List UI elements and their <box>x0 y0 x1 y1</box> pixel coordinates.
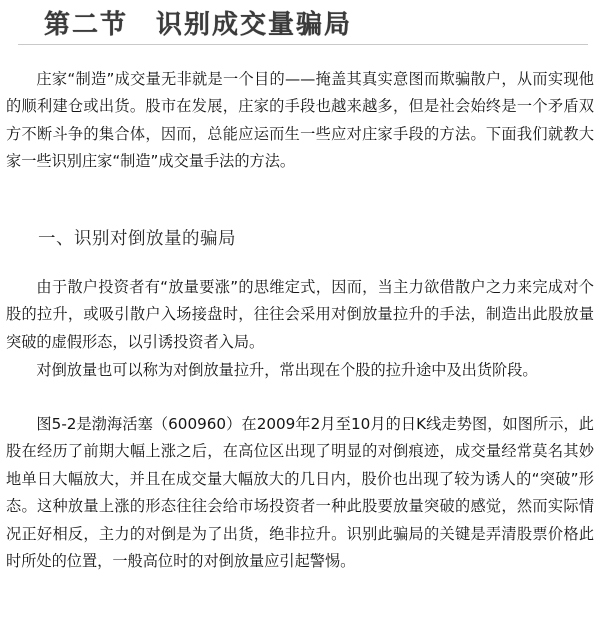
body-paragraph-example: 图5-2是渤海活塞（600960）在2009年2月至10月的日K线走势图，如图所示，此股在经历了前期大幅上涨之后，在高位区出现了明显的对倒痕迹，成交量经常莫名其妙地单日大幅放大，并且在成交量大幅放大的几日内，股价也出现了较为诱人的“突破”形态。这种放量上涨的形态往往会给市场投资者一种此股要放量突破的感觉，然而实际情况正好相反，主力的对倒是为了出货，绝非拉升。识别此骗局的关键是弄清股票价格此时所处的位置，一般高位时的对倒放量应引起警惕。 <box>6 415 594 571</box>
intro-paragraph: 庄家“制造”成交量无非就是一个目的——掩盖其真实意图而欺骗散户，从而实现他的顺利建仓或出货。股市在发展，庄家的手段也越来越多，但是社会始终是一个矛盾双方不断斗争的集合体，因而，总能应运而生一些应对庄家手段的方法。下面我们就教大家一些识别庄家“制造”成交量手法的方法。 <box>6 70 594 171</box>
subsection-heading: 一、识别对倒放量的骗局 <box>38 229 236 249</box>
body-paragraph-definition: 对倒放量也可以称为对倒放量拉升，常出现在个股的拉升途中及出货阶段。 <box>36 361 538 379</box>
section-title: 第二节 识别成交量骗局 <box>44 10 353 40</box>
section-header <box>18 0 588 52</box>
body-paragraph-mindset: 由于散户投资者有“放量要涨”的思维定式，因而，当主力欲借散户之力来完成对个股的拉升，或吸引散户入场接盘时，往往会采用对倒放量拉升的手法，制造出此股放量突破的虚假形态，以引诱投资者入局。 <box>6 278 594 351</box>
header-divider <box>18 44 588 45</box>
